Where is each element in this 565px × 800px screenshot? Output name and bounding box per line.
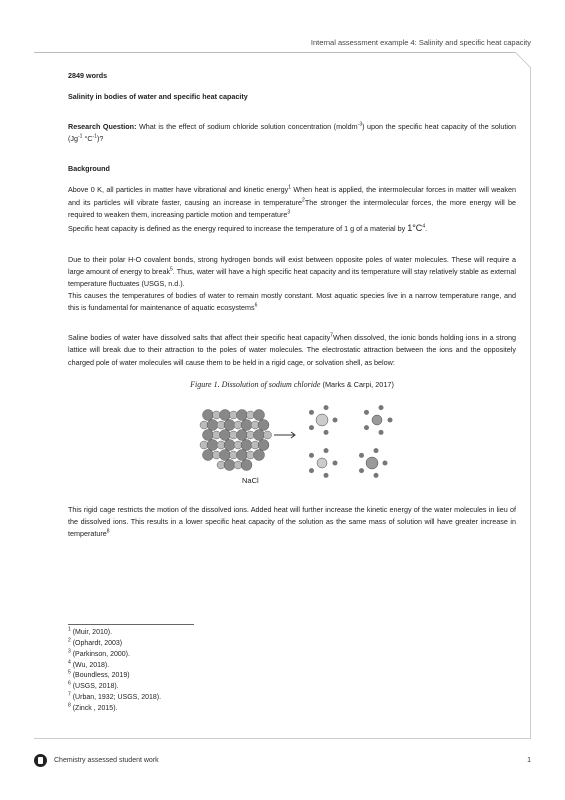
nacl-dissolution-illustration [182, 395, 402, 495]
solvated-ions [309, 405, 393, 478]
header-rule [34, 52, 515, 53]
page-right-border [530, 68, 531, 738]
footnote-item: $^4$ (Wu, 2018). [68, 659, 110, 669]
nacl-label: NaCl [242, 476, 259, 486]
paragraph-2: Specific heat capacity is defined as the energy required to increase the temperature of 1 g of a material by $1^\circ C^4$. [68, 222, 428, 233]
footnote-item: $^3$ (Parkinson, 2000). [68, 648, 130, 658]
page-bottom-border [34, 738, 531, 739]
page-number: 1 [527, 757, 531, 764]
footnote-item: $^6$ (USGS, 2018). [68, 680, 119, 691]
footnote-item: $^5$ (Boundless, 2019) [68, 670, 130, 680]
running-header: Internal assessment example 4: Salinity and specific heat capacity [310, 38, 531, 47]
footnote-rule [68, 624, 194, 625]
dissolution-figure [182, 395, 402, 495]
document-body [68, 70, 516, 540]
research-label: Research Question: [68, 122, 137, 132]
footnotes [68, 628, 161, 715]
document-title: Salinity in bodies of water and specific heat capacity [68, 92, 248, 102]
figure-caption: Figure 1. Dissolution of sodium chloride (Marks & Carpi, 2017) [190, 379, 394, 389]
paragraph-6: This rigid cage restricts the motion of the dissolved ions. Added heat will further increase the kinetic energy of the water molecules in lieu of the dissolved ions. This results in a lower specific heat capacity of the solution as the same mass of solution will have greater increase in temperature$^8$ [68, 505, 516, 539]
footnote-item: $^8$ (Zinck , 2015). [68, 702, 118, 712]
background-heading: Background [68, 164, 110, 174]
footnote-item: $^2$ (Ophardt, 2003) [68, 637, 123, 647]
footnote-item: $^7$ (Urban, 1932; USGS, 2018). [68, 691, 162, 702]
page-footer [34, 756, 531, 770]
ib-logo-icon [34, 754, 47, 767]
paragraph-5: Saline bodies of water have dissolved salts that affect their specific heat capacity$^7$When dissolved, the ionic bonds holding ions in a strong lattice will break due to their attraction to the poles of water molecules. The electrostatic attraction between the ions and the oppositely charged pole of water molecules will cause them to be held in a rigid cage, or solvation shell, as below: [68, 332, 517, 367]
footer-text: Chemistry assessed student work [54, 757, 159, 764]
page-fold-icon [515, 52, 531, 68]
research-question: Research Question: What is the effect of sodium chloride solution concentration (moldm$^{-3}$) upon the specific heat capacity of the solution ($Jg^{-1}$ $^\circ C^{-1}$)? [68, 121, 517, 144]
paragraph-4: This causes the temperatures of bodies of water to remain mostly constant. Most aquatic species live in a narrow temperature range, and this is fundamental for maintenance of aquatic ecosystems$^6$ [68, 291, 516, 313]
word-count: 2849 words [68, 71, 108, 80]
paragraph-1: Above 0 K, all particles in matter have vibrational and kinetic energy$^1$ When heat is applied, the intermolecular forces in matter will weaken and its particles will vibrate faster, causing an increase in temperature$^2$The stronger the intermolecular forces, the more energy will be required to weaken them, increasing particle motion and temperature$^3$ [68, 185, 516, 219]
nacl-lattice [200, 410, 272, 471]
paragraph-3: Due to their polar H-O covalent bonds, strong hydrogen bonds will exist between opposite poles of water molecules. These will require a large amount of energy to break$^5$. Thus, water will have a high specific heat capacity and its temperature will stay relatively stable as external temperature fluctuates (USGS, n.d.). [68, 254, 517, 289]
footnote-item: $^1$ (Muir, 2010). [68, 626, 113, 636]
